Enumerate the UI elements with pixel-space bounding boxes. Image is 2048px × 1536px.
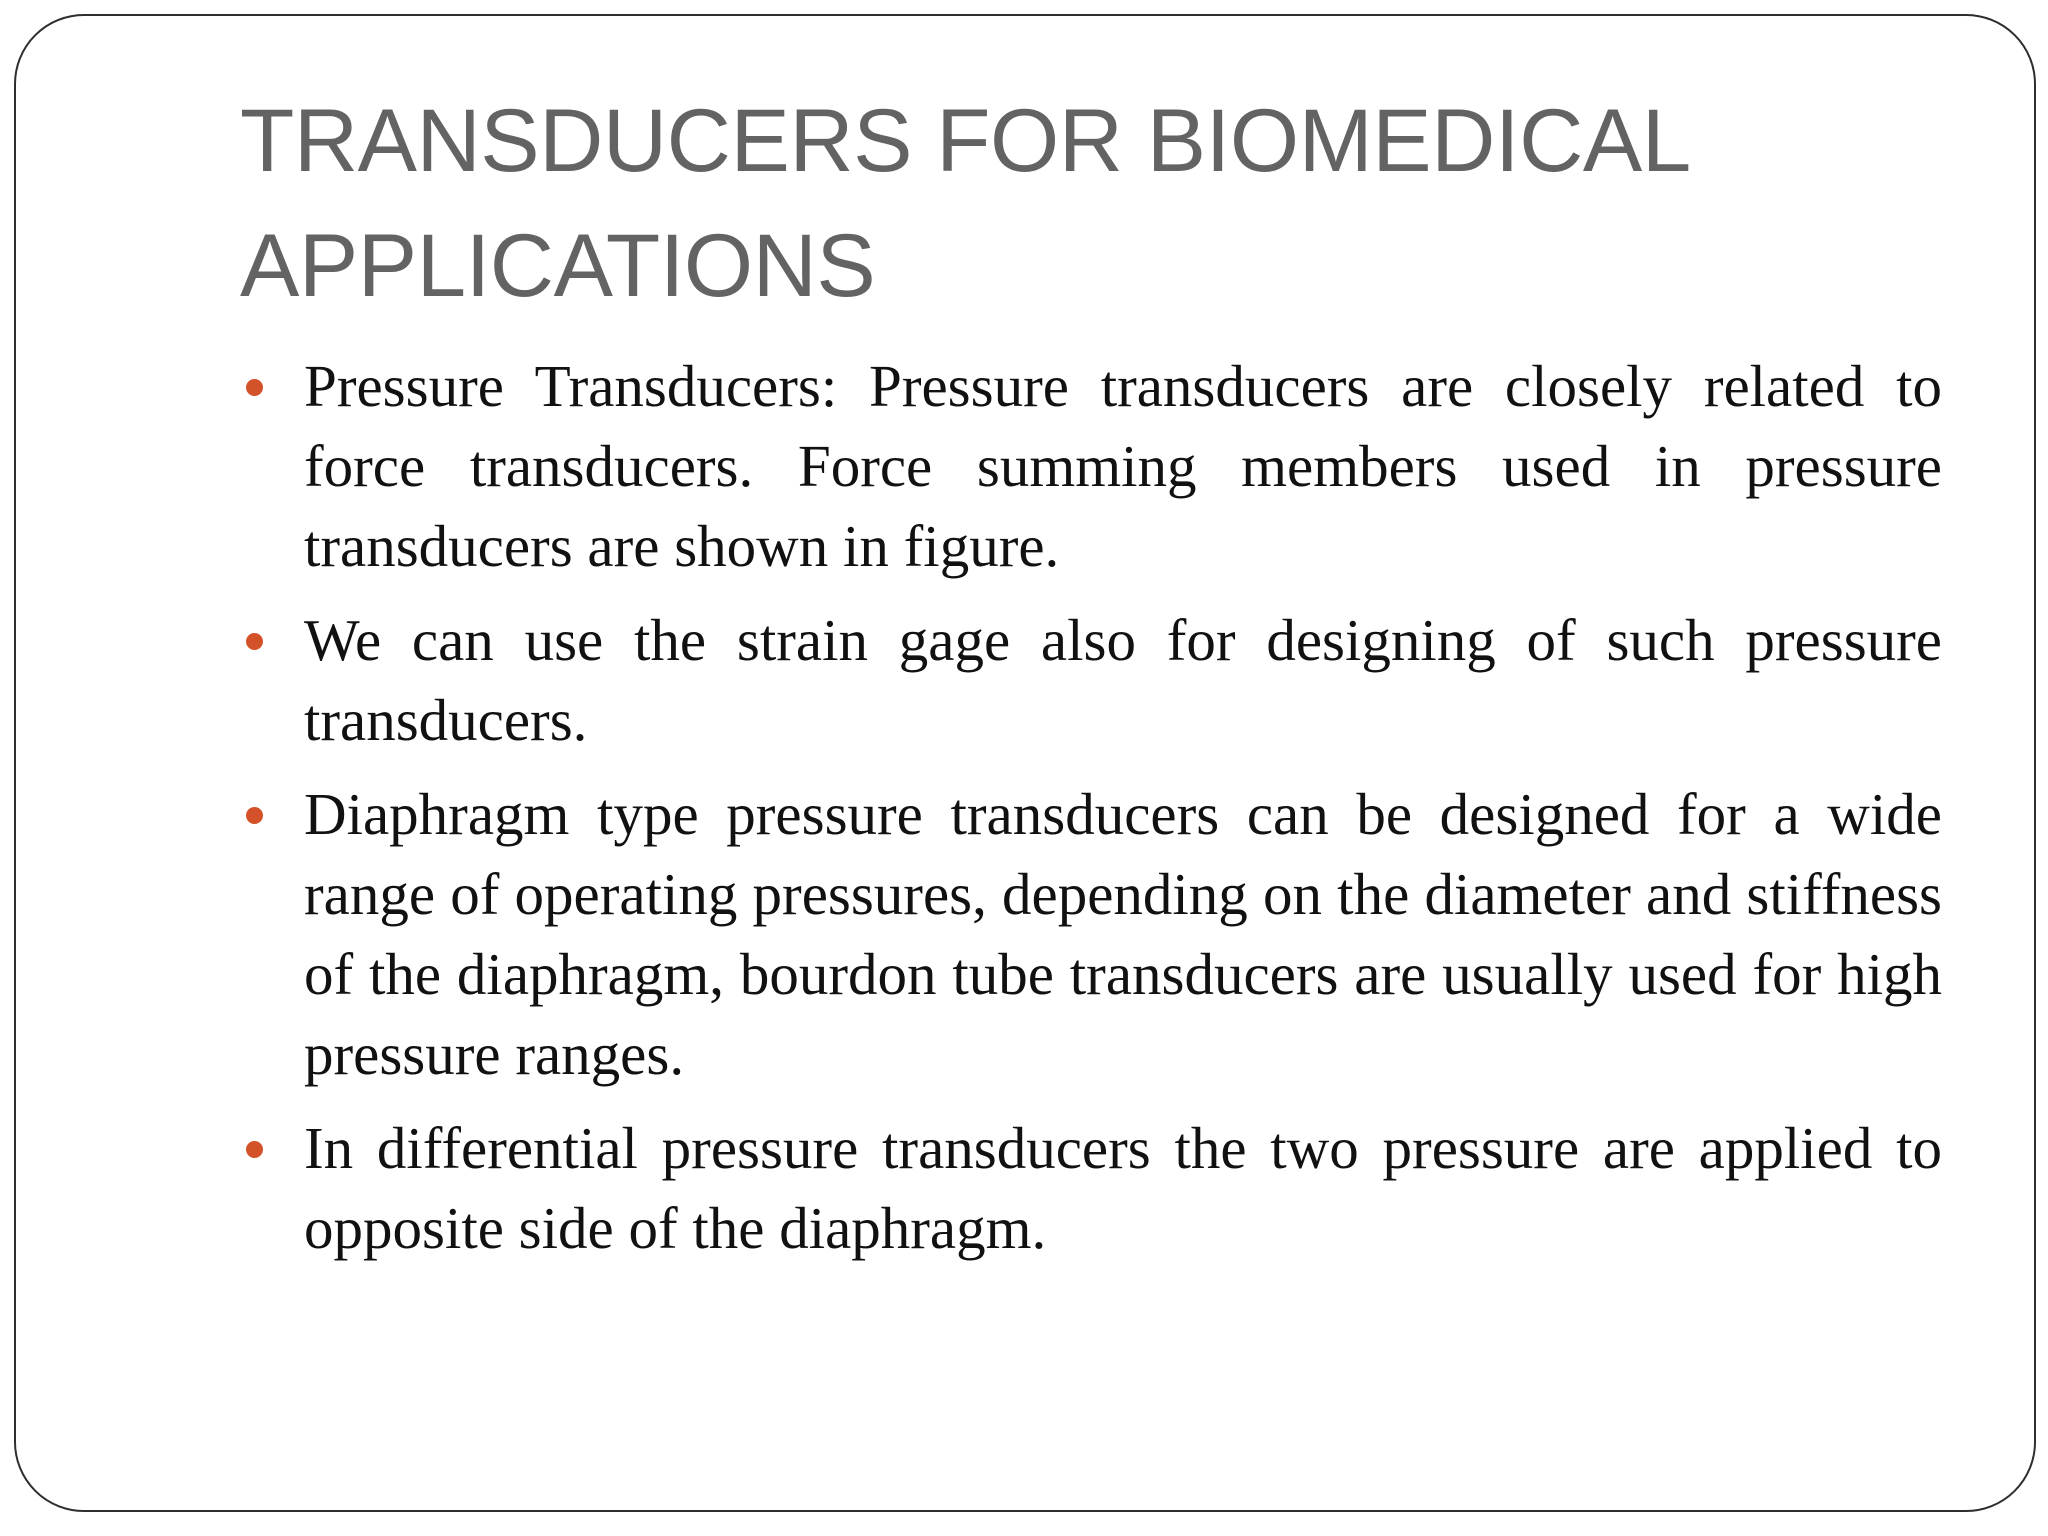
bullet-list xyxy=(242,346,1942,1282)
slide xyxy=(14,14,2036,1512)
title-line-2: APPLICATIONS xyxy=(240,215,876,315)
slide-title xyxy=(240,78,1940,328)
bullet-item xyxy=(242,600,1942,760)
title-line-1: TRANSDUCERS FOR BIOMEDICAL xyxy=(240,90,1691,190)
bullet-item xyxy=(242,774,1942,1094)
circle-bullet-icon xyxy=(246,379,263,396)
bullet-text: We can use the strain gage also for designing of such pressure transducers. xyxy=(304,607,1942,753)
bullet-item xyxy=(242,346,1942,586)
bullet-item xyxy=(242,1108,1942,1268)
circle-bullet-icon xyxy=(246,633,263,650)
bullet-text: Pressure Transducers: Pressure transducers are closely related to force transducers. Force summing members used in pressure transducers are shown in figure. xyxy=(304,353,1942,579)
bullet-text: Diaphragm type pressure transducers can be designed for a wide range of operating pressures, depending on the diameter and stiffness of the diaphragm, bourdon tube transducers are usually used for high pressure ranges. xyxy=(304,781,1942,1087)
bullet-text: In differential pressure transducers the two pressure are applied to opposite side of the diaphragm. xyxy=(304,1115,1942,1261)
circle-bullet-icon xyxy=(246,807,263,824)
circle-bullet-icon xyxy=(246,1141,263,1158)
